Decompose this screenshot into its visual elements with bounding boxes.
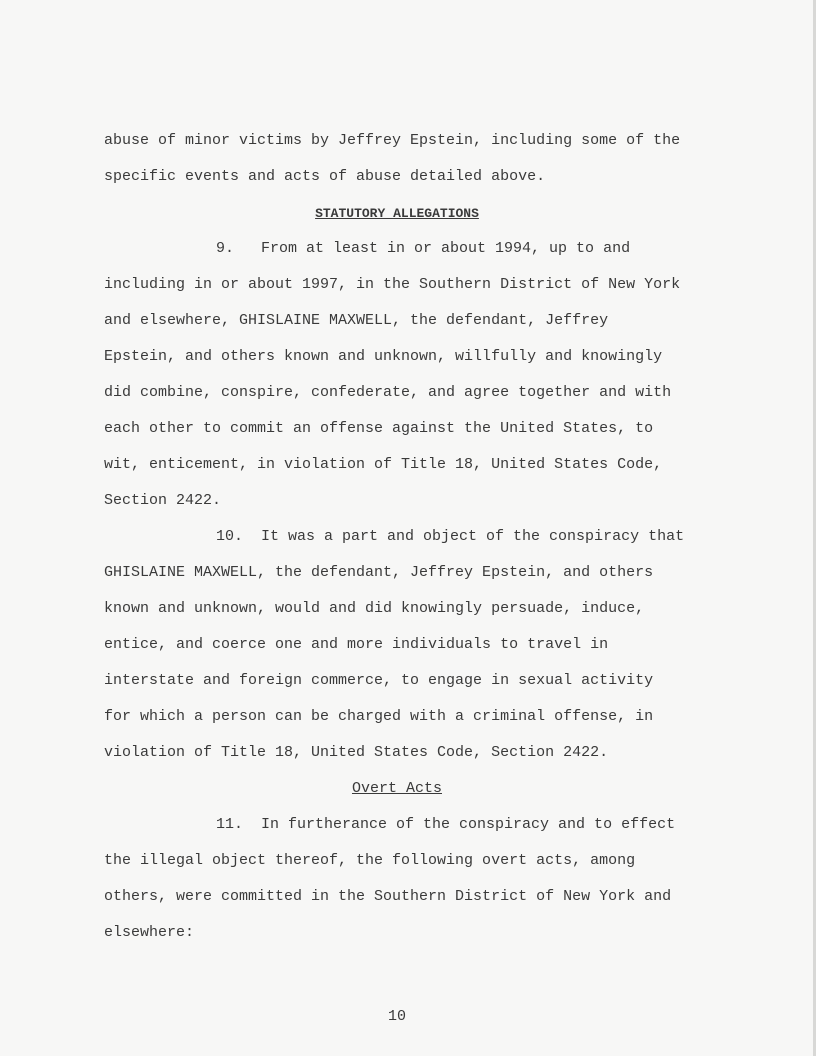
- para9-line: did combine, conspire, confederate, and agree together and with: [104, 384, 672, 401]
- para10-line: for which a person can be charged with a criminal offense, in: [104, 708, 654, 725]
- para11-line: elsewhere:: [104, 924, 195, 941]
- para9-line: and elsewhere, GHISLAINE MAXWELL, the defendant, Jeffrey: [104, 312, 609, 329]
- para10-line: known and unknown, would and did knowingly persuade, induce,: [104, 600, 645, 617]
- para11-line: 11. In furtherance of the conspiracy and to effect: [216, 816, 676, 833]
- para10-line: 10. It was a part and object of the conspiracy that: [216, 528, 685, 545]
- para10-line: interstate and foreign commerce, to engage in sexual activity: [104, 672, 654, 689]
- page-number: 10: [387, 1008, 406, 1025]
- para9-line: each other to commit an offense against the United States, to: [104, 420, 654, 437]
- section-heading-statutory: STATUTORY ALLEGATIONS: [315, 206, 479, 221]
- para10-line: GHISLAINE MAXWELL, the defendant, Jeffrey Epstein, and others: [104, 564, 654, 581]
- text-line: specific events and acts of abuse detailed above.: [104, 168, 546, 185]
- para10-line: violation of Title 18, United States Code, Section 2422.: [104, 744, 609, 761]
- para9-line: wit, enticement, in violation of Title 18, United States Code,: [104, 456, 663, 473]
- para9-line: Section 2422.: [104, 492, 222, 509]
- para9-line: Epstein, and others known and unknown, willfully and knowingly: [104, 348, 663, 365]
- text-line: abuse of minor victims by Jeffrey Epstein, including some of the: [104, 132, 681, 149]
- para11-line: the illegal object thereof, the following overt acts, among: [104, 852, 636, 869]
- para10-line: entice, and coerce one and more individuals to travel in: [104, 636, 609, 653]
- para11-line: others, were committed in the Southern District of New York and: [104, 888, 672, 905]
- section-heading-overt-acts: Overt Acts: [351, 780, 442, 797]
- para9-line: including in or about 1997, in the Southern District of New York: [104, 276, 681, 293]
- para9-line: 9. From at least in or about 1994, up to and: [216, 240, 631, 257]
